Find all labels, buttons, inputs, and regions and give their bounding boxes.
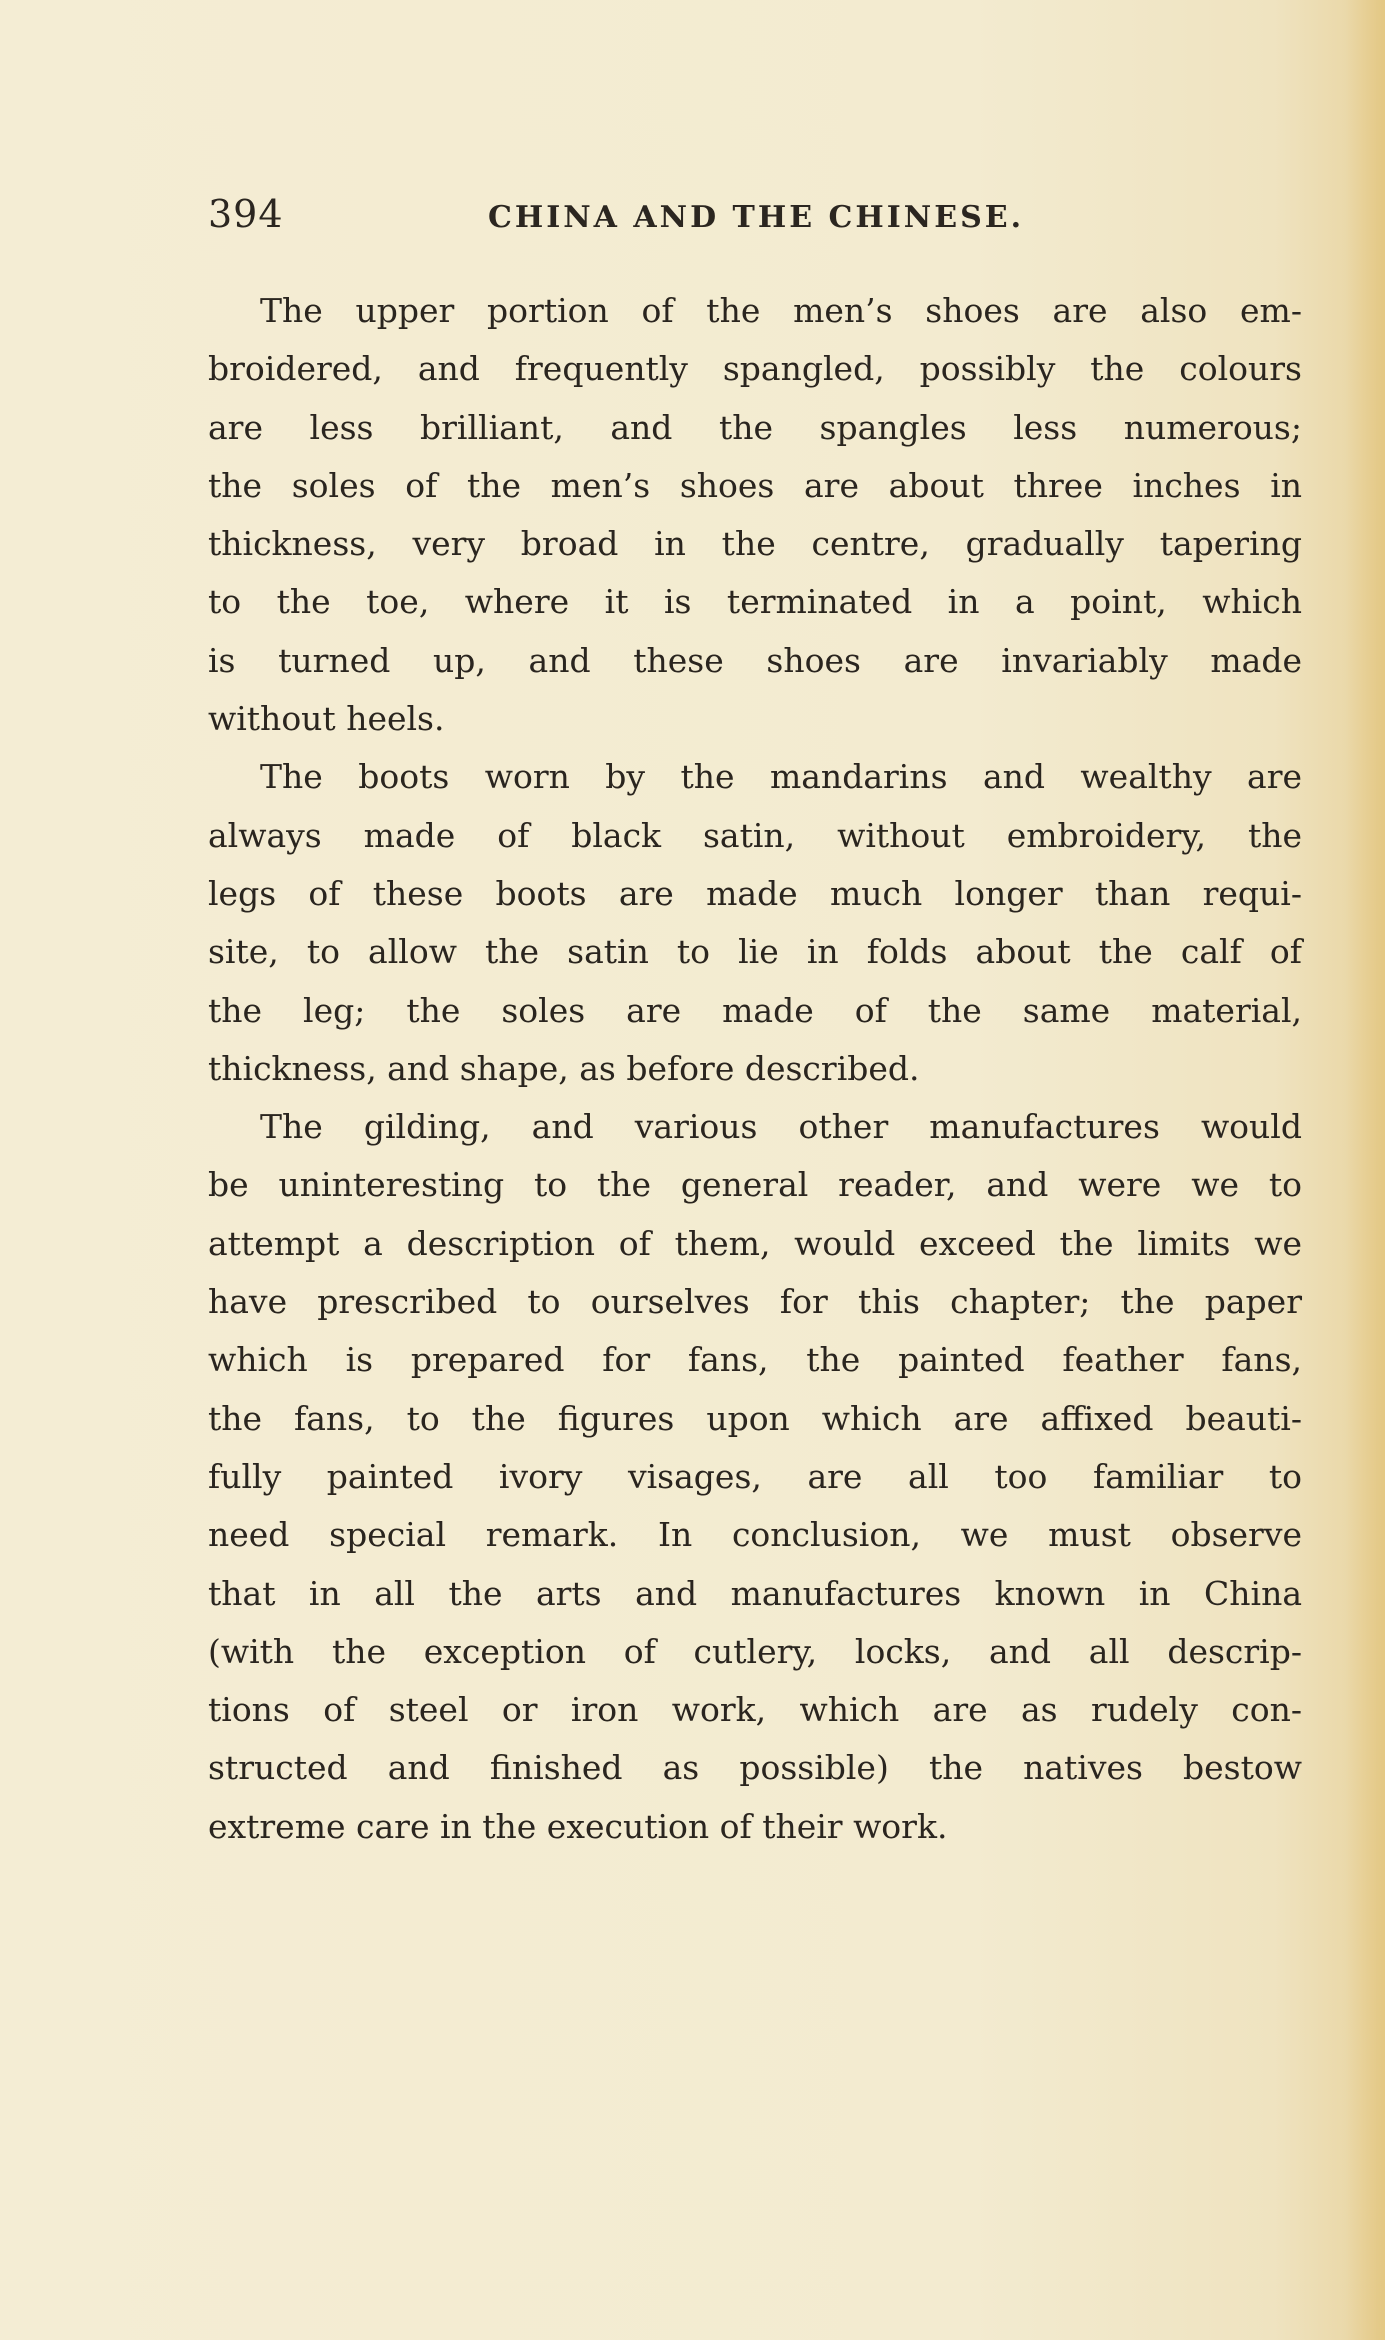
text-line: be uninteresting to the general reader, and were we to	[208, 1165, 1302, 1205]
text-line: without heels.	[208, 699, 445, 739]
text-line: the leg; the soles are made of the same material,	[208, 990, 1302, 1030]
text-line: thickness, and shape, as before described.	[208, 1048, 920, 1088]
text-line: is turned up, and these shoes are invariably made	[208, 640, 1302, 680]
body-text	[208, 282, 1302, 1856]
text-line: The upper portion of the men’s shoes are also em-	[260, 291, 1302, 330]
text-line: fully painted ivory visages, are all too familiar to	[208, 1456, 1302, 1496]
text-line: are less brilliant, and the spangles less numerous;	[208, 407, 1302, 447]
text-line: that in all the arts and manufactures known in China	[208, 1573, 1302, 1613]
text-line: (with the exception of cutlery, locks, and all descrip-	[208, 1631, 1302, 1671]
text-line: broidered, and frequently spangled, possibly the colours	[208, 349, 1302, 389]
text-line: have prescribed to ourselves for this chapter; the paper	[208, 1282, 1302, 1322]
page-header	[208, 192, 1038, 242]
text-line: the fans, to the figures upon which are affixed beauti-	[208, 1398, 1302, 1438]
text-line: The boots worn by the mandarins and wealthy are	[260, 757, 1302, 797]
text-line: the soles of the men’s shoes are about three inches in	[208, 465, 1302, 505]
text-line: attempt a description of them, would exceed the limits we	[208, 1223, 1302, 1263]
running-title: CHINA AND THE CHINESE.	[488, 200, 1025, 235]
page-edge-discoloration	[1345, 0, 1385, 2340]
text-line: which is prepared for fans, the painted feather fans,	[208, 1340, 1302, 1380]
text-line: legs of these boots are made much longer than requi-	[208, 873, 1302, 913]
text-line: The gilding, and various other manufactures would	[260, 1107, 1302, 1147]
page-number: 394	[208, 192, 284, 236]
text-line: thickness, very broad in the centre, gradually tapering	[208, 524, 1302, 564]
text-line: need special remark. In conclusion, we must observe	[208, 1515, 1302, 1555]
text-line: tions of steel or iron work, which are as rudely con-	[208, 1690, 1302, 1730]
text-line: site, to allow the satin to lie in folds about the calf of	[208, 932, 1302, 972]
text-line: structed and finished as possible) the natives bestow	[208, 1748, 1302, 1788]
text-line: extreme care in the execution of their work.	[208, 1806, 948, 1846]
text-line: to the toe, where it is terminated in a point, which	[208, 582, 1302, 622]
text-line: always made of black satin, without embroidery, the	[208, 815, 1302, 855]
